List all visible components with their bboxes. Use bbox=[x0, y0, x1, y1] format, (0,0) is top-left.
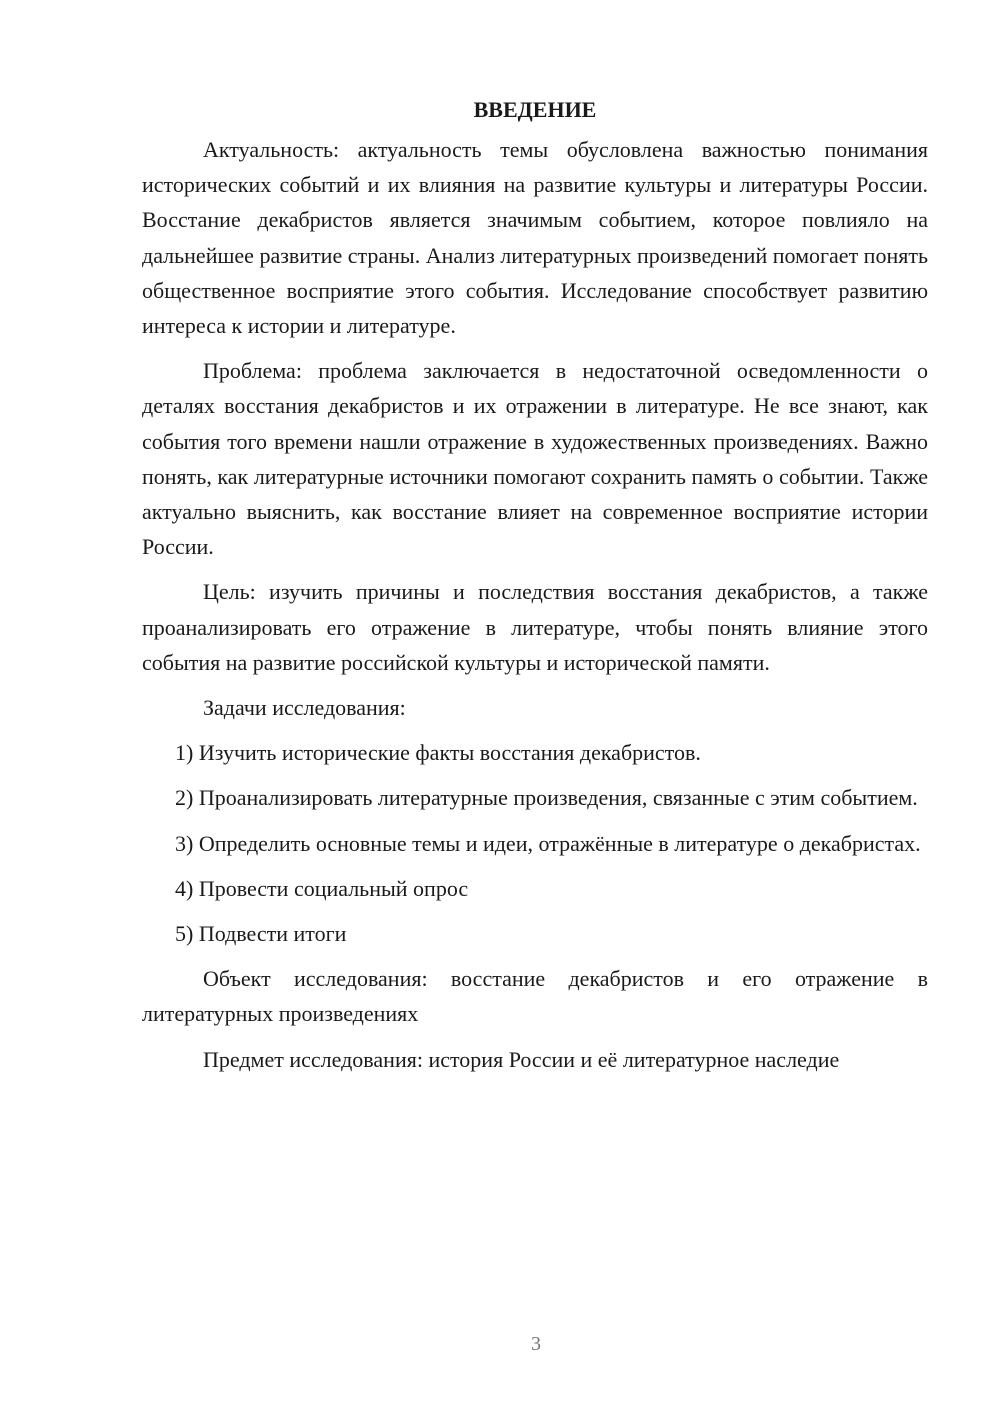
page-number: 3 bbox=[531, 1333, 541, 1355]
relevance-paragraph: Актуальность: актуальность темы обусловлена важностью понимания исторических событий и их влияния на развитие культуры и литературы России. Восстание декабристов является значимым событием, которое повлияло на дальнейшее развитие страны. Анализ литературных произведений помогает понять общественное восприятие этого события. Исследование способствует развитию интереса к истории и литературе. bbox=[142, 137, 928, 339]
list-item: 1) Изучить исторические факты восстания декабристов. bbox=[175, 740, 701, 766]
object-paragraph: Объект исследования: восстание декабристов и его отражение в литературных произведениях bbox=[142, 966, 928, 1027]
tasks-heading: Задачи исследования: bbox=[203, 695, 406, 721]
document-page bbox=[142, 92, 928, 1087]
list-item: 4) Провести социальный опрос bbox=[175, 875, 469, 901]
list-item: 3) Определить основные темы и идеи, отражённые в литературе о декабристах. bbox=[175, 830, 921, 856]
problem-paragraph: Проблема: проблема заключается в недостаточной осведомленности о деталях восстания декабристов и их отражении в литературе. Не все знают, как события того времени нашли отражение в художественных произведениях. Важно понять, как литературные источники помогают сохранить память о событии. Также актуально выяснить, как восстание влияет на современное восприятие истории России. bbox=[142, 358, 928, 560]
list-item: 5) Подвести итоги bbox=[175, 921, 347, 947]
page-title: ВВЕДЕНИЕ bbox=[473, 97, 597, 122]
list-item: 2) Проанализировать литературные произведения, связанные с этим событием. bbox=[175, 785, 918, 811]
subject-paragraph: Предмет исследования: история России и её литературное наследие bbox=[203, 1046, 840, 1072]
tasks-list bbox=[142, 735, 928, 951]
goal-paragraph: Цель: изучить причины и последствия восстания декабристов, а также проанализировать его отражение в литературе, чтобы понять влияние этого события на развитие российской культуры и исторической памяти. bbox=[142, 579, 928, 675]
